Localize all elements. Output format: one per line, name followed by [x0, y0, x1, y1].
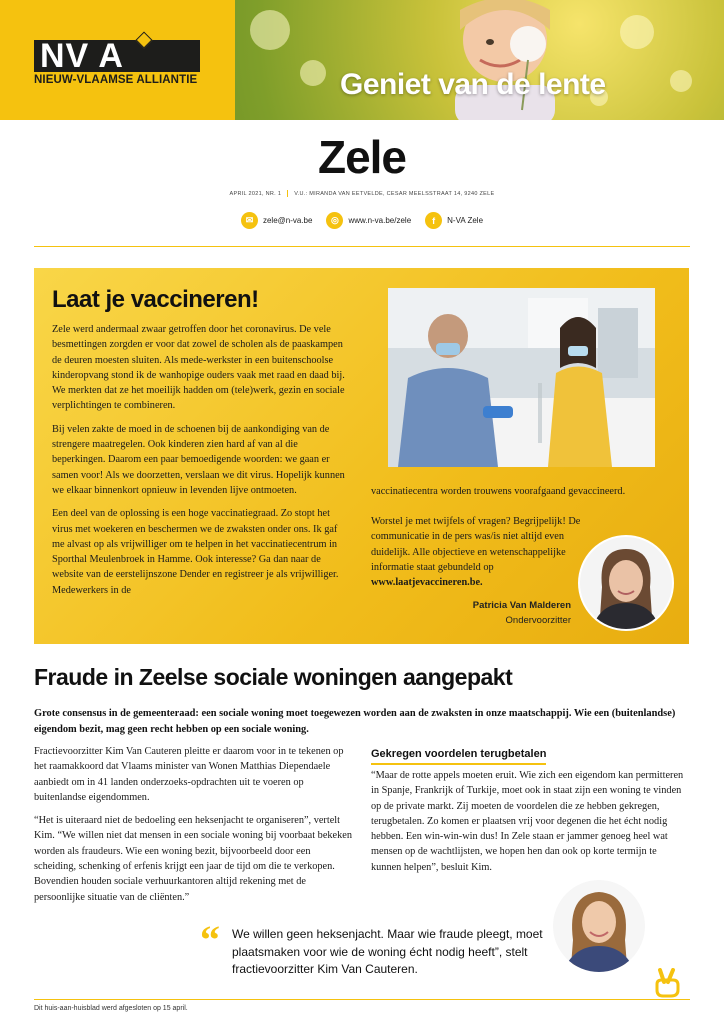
article1-paragraph: Bij velen zakte de moed in de schoenen bij de aankondiging van de strengere maatregelen. Ook kinderen zien hard af van al die beperkingen. Daarom een paar bemoedigende woorden: we gaan er samen voor! Als we doorzetten, verslaan we dit virus. Hopelijk kunnen we elkaar binnenkort opnieuw in levenden lijve ontmoeten.	[52, 423, 345, 496]
signature-name: Patricia Van Malderen	[472, 600, 571, 611]
article1-column2-top: vaccinatiecentra worden trouwens voorafgaand gevaccineerd.	[371, 486, 626, 497]
page-title: Zele	[317, 131, 407, 183]
contact-web[interactable]	[326, 212, 411, 229]
article1-paragraph: Zele werd andermaal zwaar getroffen door het coronavirus. De vele besmettingen zorgden er voor dat zowel de scholen als de paaskampen de deuren moesten sluiten. Als mede-werkster in een buitenschoolse kinderopvang stond ik de wanhopige ouders vaak met raad en daad bij. We merkten dat ze het moeilijk hadden om (tele)werk, gezin en sociale verplichtingen te combineren.	[52, 324, 345, 412]
nva-logo[interactable]	[34, 37, 200, 75]
article2-column2: “Maar de rotte appels moeten eruit. Wie zich een eigendom kan permitteren in Spanje, Frankrijk of Turkije, moet ook in staat zijn een woning te vinden op de private markt. Zij moeten de voordelen die ze hebben gekregen, terugbetalen. Zo komen er plaatsen vrij voor degenen die het écht nodig hebben. Een win-win-win dus! In Zele staan er jammer genoeg heel wat mensen op de wachtlijsten, we hopen hen dan ook op korte termijn te kunnen helpen”, besluit Kim.	[371, 770, 684, 873]
signature-role: Ondervoorzitter	[505, 615, 571, 626]
article1-column1	[52, 322, 352, 606]
contact-email-text: zele@n-va.be	[262, 216, 313, 225]
vaccination-center-photo	[388, 288, 655, 467]
article2-paragraph: Fractievoorzitter Kim Van Cauteren pleitte er daarom voor in te tekenen op het raamakkoord dat Vlaams minister van Wonen Matthias Diependaele aanbiedt om in 41 landen onderzoeks-opdrachten uit te voeren op buitenlandse eigendommen.	[34, 746, 344, 803]
article1-headline: Laat je vaccineren!	[52, 286, 259, 313]
footer-note: Dit huis-aan-huisblad werd afgesloten op 15 april.	[34, 1005, 188, 1012]
contact-facebook[interactable]	[425, 212, 483, 229]
logo-subtitle: NIEUW-VLAAMSE ALLIANTIE	[34, 74, 198, 86]
email-icon: ✉	[241, 212, 258, 229]
article2-lead: Grote consensus in de gemeenteraad: een sociale woning moet toegewezen worden aan de zwaksten in onze maatschappij. Wie een (buitenlandse) eigendom bezit, mag geen recht hebben op een sociale woning.	[34, 708, 676, 735]
banner-tagline: Geniet van de lente	[340, 68, 606, 101]
quote-mark-icon: “	[200, 917, 220, 962]
child-dandelion-photo	[430, 0, 580, 120]
article1-paragraph: Een deel van de oplossing is een hoge vaccinatiegraad. Zo stopt het virus met woekeren en beschermen we de zwaksten onder ons. Ik gaf me alvast op als vrijwilliger om te helpen in het vaccinatiecentrum in Sporthal Meulenbroek in Hamme. Ook interesse? Ga dan naar de website van de eerstelijnszone Dender en registreer je als vrijwilliger. Medewerkers in de	[52, 508, 339, 596]
contact-email[interactable]	[241, 212, 312, 229]
pull-quote: We willen geen heksenjacht. Maar wie fraude pleegt, moet plaatsmaken voor wie de woning écht nodig heeft”, stelt fractievoorzitter Kim Van Cauteren.	[232, 927, 543, 976]
article2-headline: Fraude in Zeelse sociale woningen aangepakt	[34, 664, 513, 690]
divider	[34, 246, 690, 247]
logo-text: NV A	[40, 37, 124, 75]
vaccination-website-link[interactable]: www.laatjevaccineren.be.	[371, 577, 483, 589]
contact-facebook-text: N-VA Zele	[447, 216, 484, 225]
kim-van-cauteren-avatar	[553, 880, 645, 972]
publisher-line: V.U.: MIRANDA VAN EETVELDE, CESAR MEELSSTRAAT 14, 9240 ZELE	[294, 190, 495, 197]
issue-number: APRIL 2021, NR. 1	[229, 190, 282, 197]
author-avatar	[578, 535, 674, 631]
victory-hand-icon	[651, 968, 683, 998]
article2-column1	[34, 744, 354, 913]
divider	[34, 999, 690, 1000]
contact-web-text: www.n-va.be/zele	[348, 216, 412, 225]
article2-paragraph: “Het is uiteraard niet de bedoeling een heksenjacht te organiseren”, vertelt Kim. “We willen niet dat mensen in een sociale woning bij voorbaat bekeken worden als fraudeurs. Wie een woning bezit, bijvoorbeeld door een scheiding, schenking of erfenis krijgt een jaar de tijd om die te verkopen. Bovendien houden sociale verhuurkantoren altijd rekening met de persoonlijke situatie van de cliënten.”	[34, 815, 352, 903]
issue-line	[0, 190, 724, 197]
article1-paragraph: Worstel je met twijfels of vragen? Begrijpelijk! De communicatie in de pers was/is niet altijd even duidelijk. Alle objectieve en wetenschappelijke informatie staat gebundeld op	[371, 516, 581, 573]
web-icon: ◎	[326, 212, 343, 229]
facebook-icon: f	[425, 212, 442, 229]
article1-column2	[371, 514, 591, 590]
article2-subheading: Gekregen voordelen terugbetalen	[371, 748, 546, 765]
contact-bar	[0, 212, 724, 229]
